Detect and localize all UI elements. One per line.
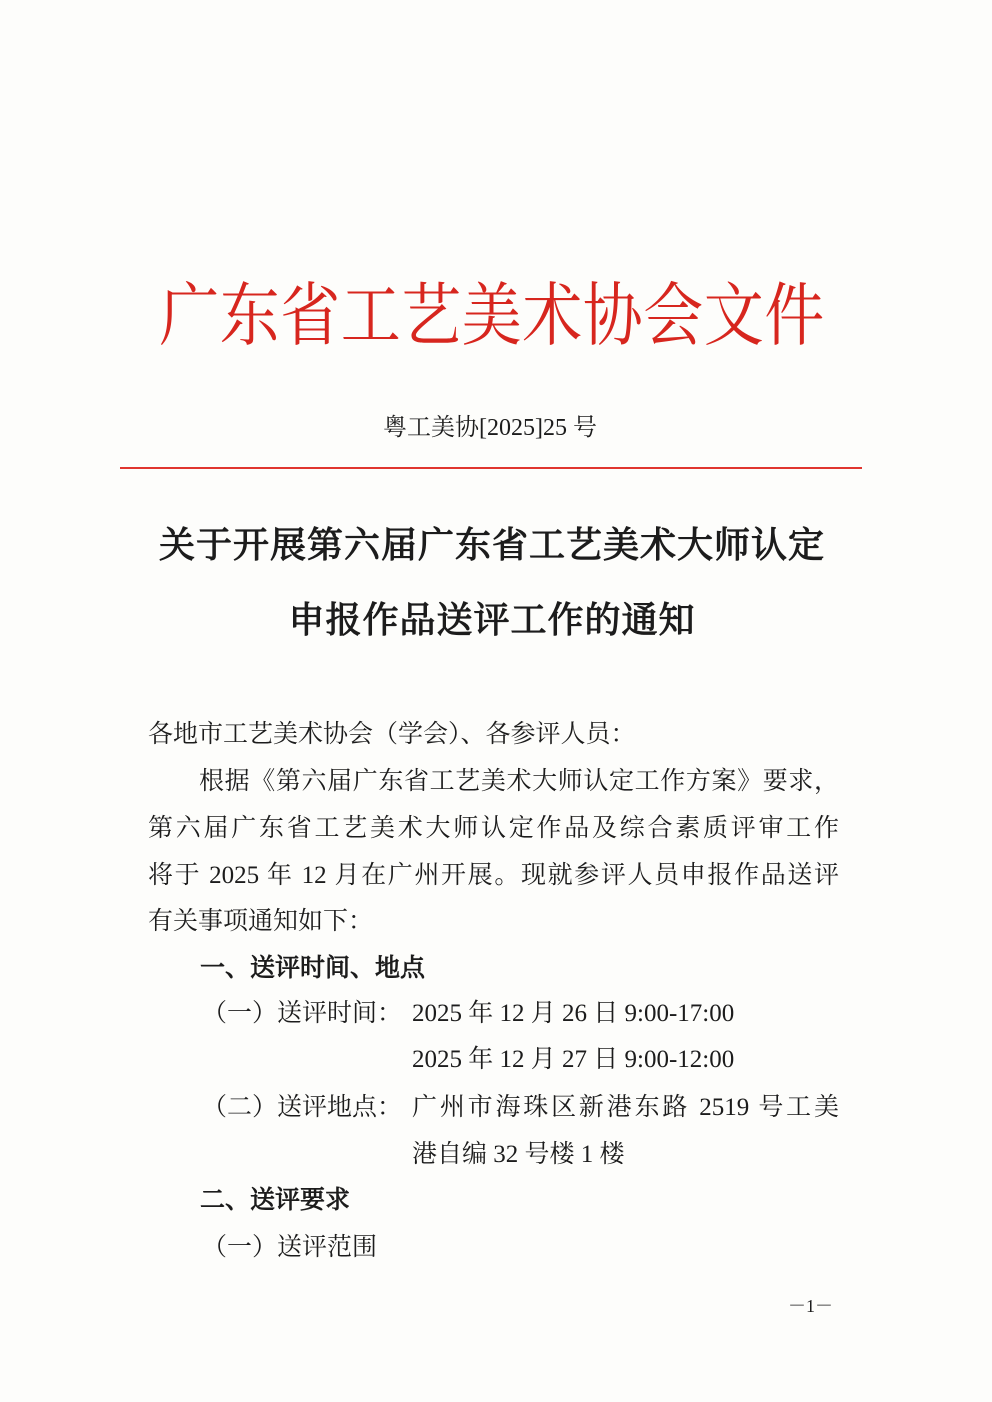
section-1-heading: 一、送评时间、地点	[200, 954, 426, 982]
salutation: 各地市工艺美术协会（学会）、各参评人员：	[148, 721, 636, 748]
paragraph-line-2: 第六届广东省工艺美术大师认定作品及综合素质评审工作	[148, 815, 839, 842]
page-number: －1－	[788, 1296, 833, 1316]
paragraph-line-3: 将于 2025 年 12 月在广州开展。现就参评人员申报作品送评	[148, 862, 839, 889]
section-1-item-2-label: （二）送评地点：	[202, 1094, 403, 1121]
paragraph-line-4: 有关事项通知如下：	[148, 908, 374, 935]
red-divider-line	[120, 467, 862, 469]
section-1-item-1-time-line-2: 2025 年 12 月 27 日 9:00-12:00	[412, 1046, 735, 1073]
section-2-heading: 二、送评要求	[200, 1186, 351, 1214]
section-1-item-1-label: （一）送评时间：	[202, 1000, 403, 1027]
section-1-item-2-address-line-1: 广州市海珠区新港东路 2519 号工美	[412, 1094, 839, 1121]
section-2-item-1-label: （一）送评范围	[202, 1234, 378, 1261]
notice-title-line-1: 关于开展第六届广东省工艺美术大师认定	[158, 525, 825, 565]
section-1-item-1-time-line-1: 2025 年 12 月 26 日 9:00-17:00	[412, 1000, 735, 1027]
paragraph-line-1: 根据《第六届广东省工艺美术大师认定工作方案》要求，	[199, 768, 839, 795]
section-1-item-2-address-line-2: 港自编 32 号楼 1 楼	[412, 1141, 625, 1168]
document-header-title: 广东省工艺美术协会文件	[159, 278, 825, 354]
document-number: 粤工美协[2025]25 号	[383, 415, 597, 441]
notice-title-line-2: 申报作品送评工作的通知	[288, 600, 696, 640]
